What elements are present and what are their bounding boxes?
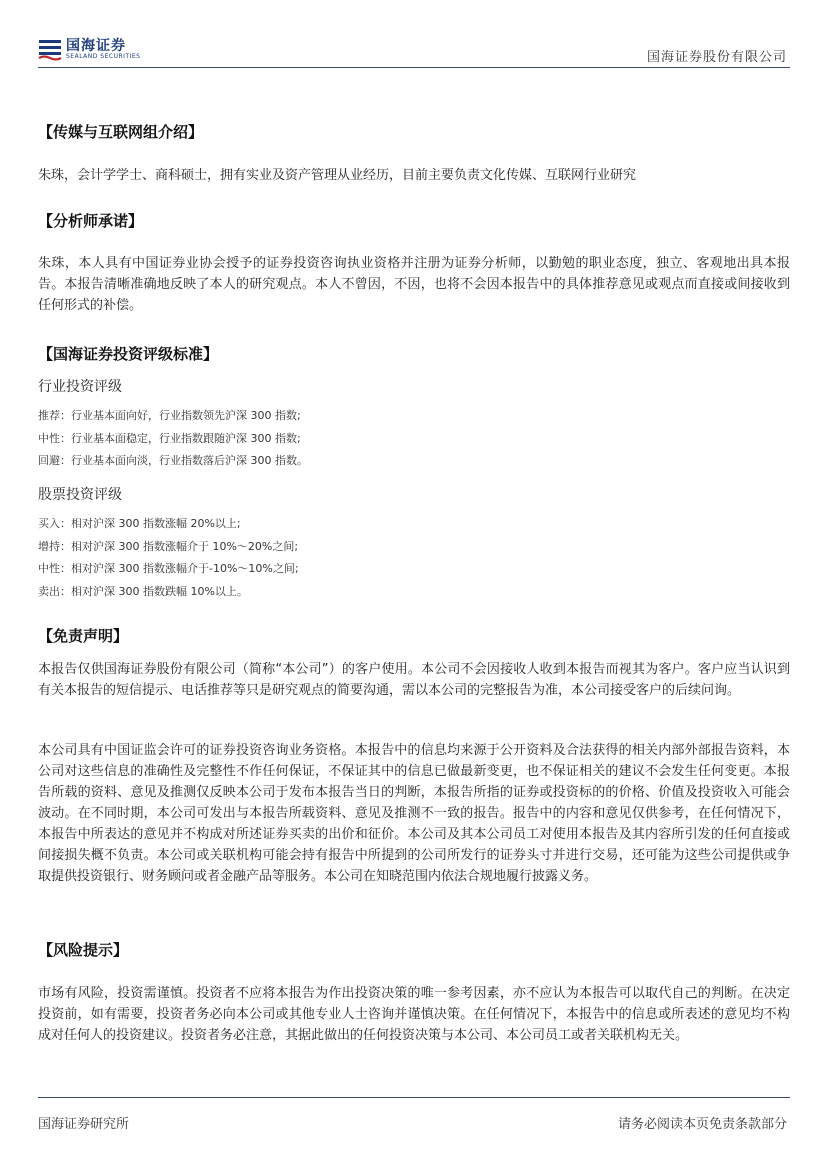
risk-section-title: 【风险提示】 <box>38 941 129 959</box>
stock-rating-item: 买入：相对沪深 300 指数涨幅 20%以上; <box>38 517 241 530</box>
commitment-section-title: 【分析师承诺】 <box>38 212 144 230</box>
disclaimer-section-title: 【免责声明】 <box>38 627 129 645</box>
footer-notice: 请务必阅读本页免责条款部分 <box>617 1117 787 1132</box>
team-section-title: 【传媒与互联网组介绍】 <box>38 123 204 141</box>
sealand-logo-icon <box>38 37 62 61</box>
logo-text-en: SEALAND SECURITIES <box>66 53 141 60</box>
rating-section-title: 【国海证券投资评级标准】 <box>38 345 219 363</box>
footer-institute: 国海证券研究所 <box>38 1117 130 1132</box>
company-logo <box>38 37 148 63</box>
company-name: 国海证券股份有限公司 <box>646 50 787 65</box>
stock-rating-item: 增持：相对沪深 300 指数涨幅介于 10%～20%之间; <box>38 539 299 553</box>
team-section-text: 朱珠，会计学学士、商科硕士，拥有实业及资产管理从业经历，目前主要负责文化传媒、互联网行业研究 <box>38 168 637 183</box>
industry-rating-item: 回避：行业基本面向淡，行业指数落后沪深 300 指数。 <box>38 454 308 467</box>
page-header <box>0 0 827 70</box>
commitment-section-text: 朱珠，本人具有中国证券业协会授予的证券投资咨询执业资格并注册为证券分析师，以勤勉的职业态度，独立、客观地出具本报告。本报告清晰准确地反映了本人的研究观点。本人不曾因，不因，也将不会因本报告中的具体推荐意见或观点而直接或间接收到任何形式的补偿。 <box>38 256 790 313</box>
stock-rating-list <box>38 513 638 603</box>
industry-rating-heading: 行业投资评级 <box>38 379 122 395</box>
header-divider <box>38 67 790 68</box>
logo-text-cn: 国海证券 <box>66 38 126 54</box>
stock-rating-heading: 股票投资评级 <box>38 487 122 503</box>
industry-rating-item: 中性：行业基本面稳定，行业指数跟随沪深 300 指数; <box>38 431 301 445</box>
footer-divider <box>38 1097 790 1098</box>
disclaimer-paragraph-1: 本报告仅供国海证券股份有限公司（简称“本公司”）的客户使用。本公司不会因接收人收到本报告而视其为客户。客户应当认识到有关本报告的短信提示、电话推荐等只是研究观点的简要沟通，需以本公司的完整报告为准，本公司接受客户的后续问询。 <box>38 662 790 698</box>
risk-section-text: 市场有风险，投资需谨慎。投资者不应将本报告为作出投资决策的唯一参考因素，亦不应认为本报告可以取代自己的判断。在决定投资前，如有需要，投资者务必向本公司或其他专业人士咨询并谨慎决策。在任何情况下，本报告中的信息或所表述的意见均不构成对任何人的投资建议。投资者务必注意，其据此做出的任何投资决策与本公司、本公司员工或者关联机构无关。 <box>38 986 790 1043</box>
industry-rating-list <box>38 405 638 473</box>
industry-rating-item: 推荐：行业基本面向好，行业指数领先沪深 300 指数; <box>38 409 301 422</box>
stock-rating-item: 卖出：相对沪深 300 指数跌幅 10%以上。 <box>38 584 248 598</box>
disclaimer-paragraph-2: 本公司具有中国证监会许可的证券投资咨询业务资格。本报告中的信息均来源于公开资料及合法获得的相关内部外部报告资料，本公司对这些信息的准确性及完整性不作任何保证，不保证其中的信息已做最新变更，也不保证相关的建议不会发生任何变更。本报告所载的资料、意见及推测仅反映本公司于发布本报告当日的判断，本报告所指的证券或投资标的的价格、价值及投资收入可能会波动。在不同时期，本公司可发出与本报告所载资料、意见及推测不一致的报告。报告中的内容和意见仅供参考，在任何情况下，本报告中所表达的意见并不构成对所述证券买卖的出价和征价。本公司及其本公司员工对使用本报告及其内容所引发的任何直接或间接损失概不负责。本公司或关联机构可能会持有报告中所提到的公司所发行的证券头寸并进行交易，还可能为这些公司提供或争取提供投资银行、财务顾问或者金融产品等服务。本公司在知晓范围内依法合规地履行披露义务。 <box>38 743 790 884</box>
stock-rating-item: 中性：相对沪深 300 指数涨幅介于-10%～10%之间; <box>38 562 299 575</box>
